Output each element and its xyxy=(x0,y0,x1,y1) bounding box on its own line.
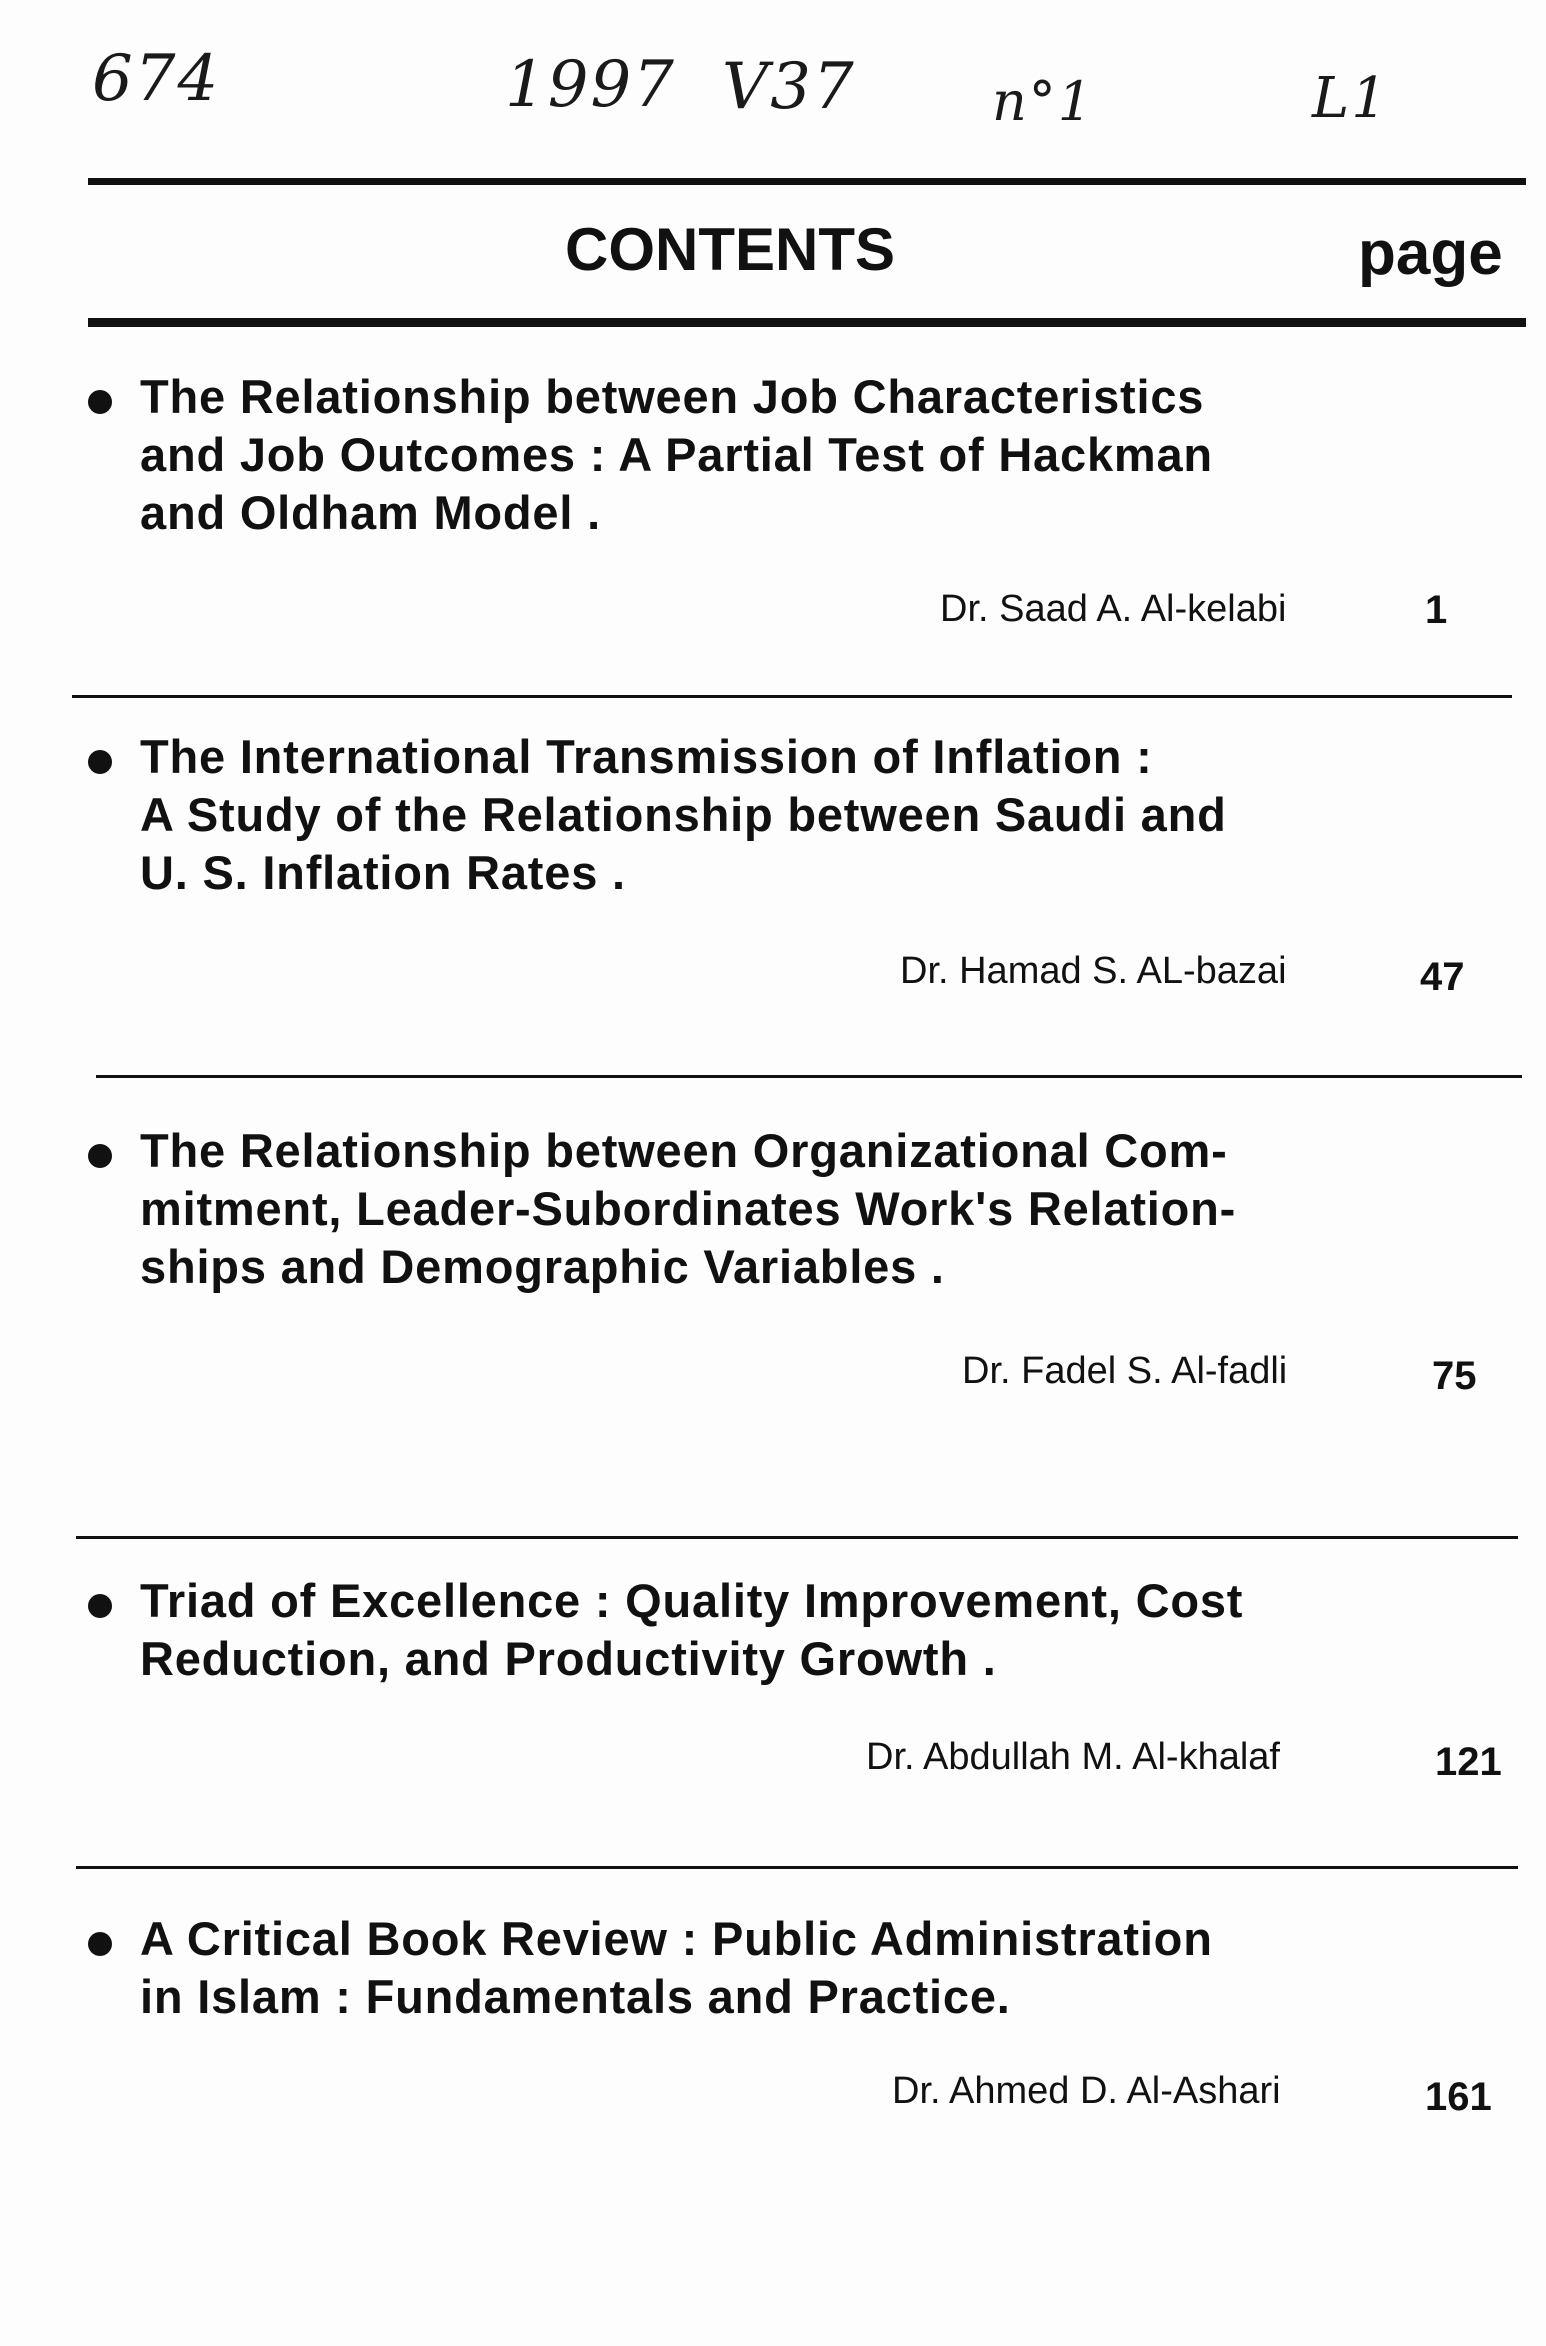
handwritten-note-call-number: 674 xyxy=(92,42,221,116)
page-column-heading: page xyxy=(1358,219,1503,288)
header-bottom-rule xyxy=(88,318,1526,327)
toc-entry xyxy=(80,728,1520,1008)
entry-page-number: 47 xyxy=(1420,955,1465,999)
bullet-icon xyxy=(88,1594,112,1618)
toc-entry xyxy=(80,1910,1520,2130)
entry-divider xyxy=(76,1866,1518,1869)
toc-entry xyxy=(80,1572,1520,1792)
entry-author: Dr. Fadel S. Al-fadli xyxy=(962,1350,1288,1392)
header-top-rule xyxy=(88,178,1526,185)
entry-title: A Critical Book Review : Public Administration in Islam : Fundamentals and Practice. xyxy=(140,1912,1213,2023)
entry-page-number: 121 xyxy=(1435,1740,1502,1784)
entry-page-number: 161 xyxy=(1425,2075,1492,2119)
entry-author: Dr. Saad A. Al-kelabi xyxy=(940,588,1287,630)
bullet-icon xyxy=(88,390,112,414)
entry-author: Dr. Hamad S. AL-bazai xyxy=(900,950,1287,992)
handwritten-note-number: n°1 xyxy=(992,70,1095,133)
entry-page-number: 75 xyxy=(1432,1354,1477,1398)
entry-page-number: 1 xyxy=(1425,588,1448,632)
entry-title: Triad of Excellence : Quality Improvement, Cost Reduction, and Productivity Growth . xyxy=(140,1574,1244,1685)
entry-author: Dr. Abdullah M. Al-khalaf xyxy=(866,1736,1280,1778)
entry-title: The International Transmission of Inflation : A Study of the Relationship between Saudi and U. S. Inflation Rates . xyxy=(140,730,1227,899)
entry-title: The Relationship between Organizational Com- mitment, Leader-Subordinates Work's Relation- ships and Demographic Variables . xyxy=(140,1124,1237,1293)
entry-divider xyxy=(96,1075,1522,1078)
contents-heading: CONTENTS xyxy=(565,216,895,283)
entry-author: Dr. Ahmed D. Al-Ashari xyxy=(892,2070,1281,2112)
toc-entry xyxy=(80,368,1520,638)
handwritten-note-issue: L1 xyxy=(1312,66,1389,131)
entry-divider xyxy=(72,695,1512,698)
entry-title: The Relationship between Job Characteristics and Job Outcomes : A Partial Test of Hackman and Oldham Model . xyxy=(140,370,1213,539)
bullet-icon xyxy=(88,750,112,774)
bullet-icon xyxy=(88,1932,112,1956)
handwritten-note-year: 1997 xyxy=(505,48,676,122)
bullet-icon xyxy=(88,1144,112,1168)
handwritten-note-volume: V37 xyxy=(722,50,856,124)
entry-divider xyxy=(76,1536,1518,1539)
toc-entry xyxy=(80,1122,1520,1422)
